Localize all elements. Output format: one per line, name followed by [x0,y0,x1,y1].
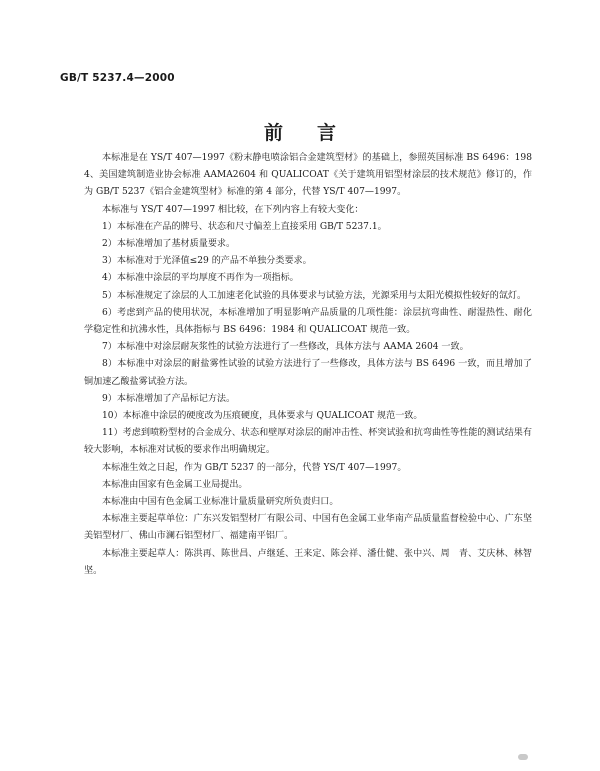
list-item: 10）本标准中涂层的硬度改为压痕硬度，具体要求与 QUALICOAT 规范一致。 [102,411,423,422]
paragraph-changes-lead: 本标准与 YS/T 407—1997 相比较，在下列内容上有较大变化： [102,204,364,215]
list-item: 7）本标准中对涂层耐灰浆性的试验方法进行了一些修改，具体方法与 AAMA 2604 一致。 [102,342,469,353]
foreword-body [84,150,532,580]
paragraph-effective: 本标准生效之日起，作为 GB/T 5237 的一部分，代替 YS/T 407—1997。 [102,462,407,473]
scan-artifact [518,754,528,760]
list-item: 4）本标准中涂层的平均厚度不再作为一项指标。 [102,273,299,284]
paragraph-drafting-units: 本标准主要起草单位：广东兴发铝型材厂有限公司、中国有色金属工业华南产品质量监督检验中心、广东坚美铝型材厂、佛山市澜石铝型材厂、福建南平铝厂。 [84,514,532,542]
paragraph-proposer: 本标准由国家有色金属工业局提出。 [102,479,248,490]
list-item: 11）考虑到喷粉型材的合金成分、状态和壁厚对涂层的耐冲击性、杯突试验和抗弯曲性等性能的测试结果有较大影响，本标准对试板的要求作出明确规定。 [84,428,532,456]
paragraph-intro: 本标准是在 YS/T 407—1997《粉末静电喷涂铝合金建筑型材》的基础上，参照英国标准 BS 6496：1984、美国建筑制造业协会标准 AAMA2604 和 QUALICOAT《关于建筑用铝型材涂层的技术规范》修订的，作为 GB/T 5237《铝合金建筑型材》标准的第 4 部分，代替 YS/T 407—1997。 [84,153,532,198]
list-item: 9）本标准增加了产品标记方法。 [102,393,236,404]
list-item: 8）本标准中对涂层的耐盐雾性试验的试验方法进行了一些修改，具体方法与 BS 6496 一致，而且增加了铜加速乙酸盐雾试验方法。 [84,359,532,387]
paragraph-drafters: 本标准主要起草人：陈洪再、陈世昌、卢继延、王来定、陈会祥、潘仕健、张中兴、周 青、艾庆林、林智坚。 [84,548,532,576]
list-item: 3）本标准对于光泽值≤29 的产品不单独分类要求。 [102,256,312,267]
paragraph-administrator: 本标准由中国有色金属工业标准计量质量研究所负责归口。 [102,497,339,508]
standard-number-header: GB/T 5237.4—2000 [60,72,175,84]
list-item: 1）本标准在产品的牌号、状态和尺寸偏差上直接采用 GB/T 5237.1。 [102,221,387,232]
list-item: 6）考虑到产品的使用状况，本标准增加了明显影响产品质量的几项性能：涂层抗弯曲性、耐湿热性、耐化学稳定性和抗沸水性，具体指标与 BS 6496：1984 和 QUALICOAT 规范一致。 [84,307,532,336]
list-item: 2）本标准增加了基材质量要求。 [102,239,236,250]
list-item: 5）本标准规定了涂层的人工加速老化试验的具体要求与试验方法，光源采用与太阳光模拟性较好的氙灯。 [102,290,527,301]
page-title: 前言 [263,122,370,144]
